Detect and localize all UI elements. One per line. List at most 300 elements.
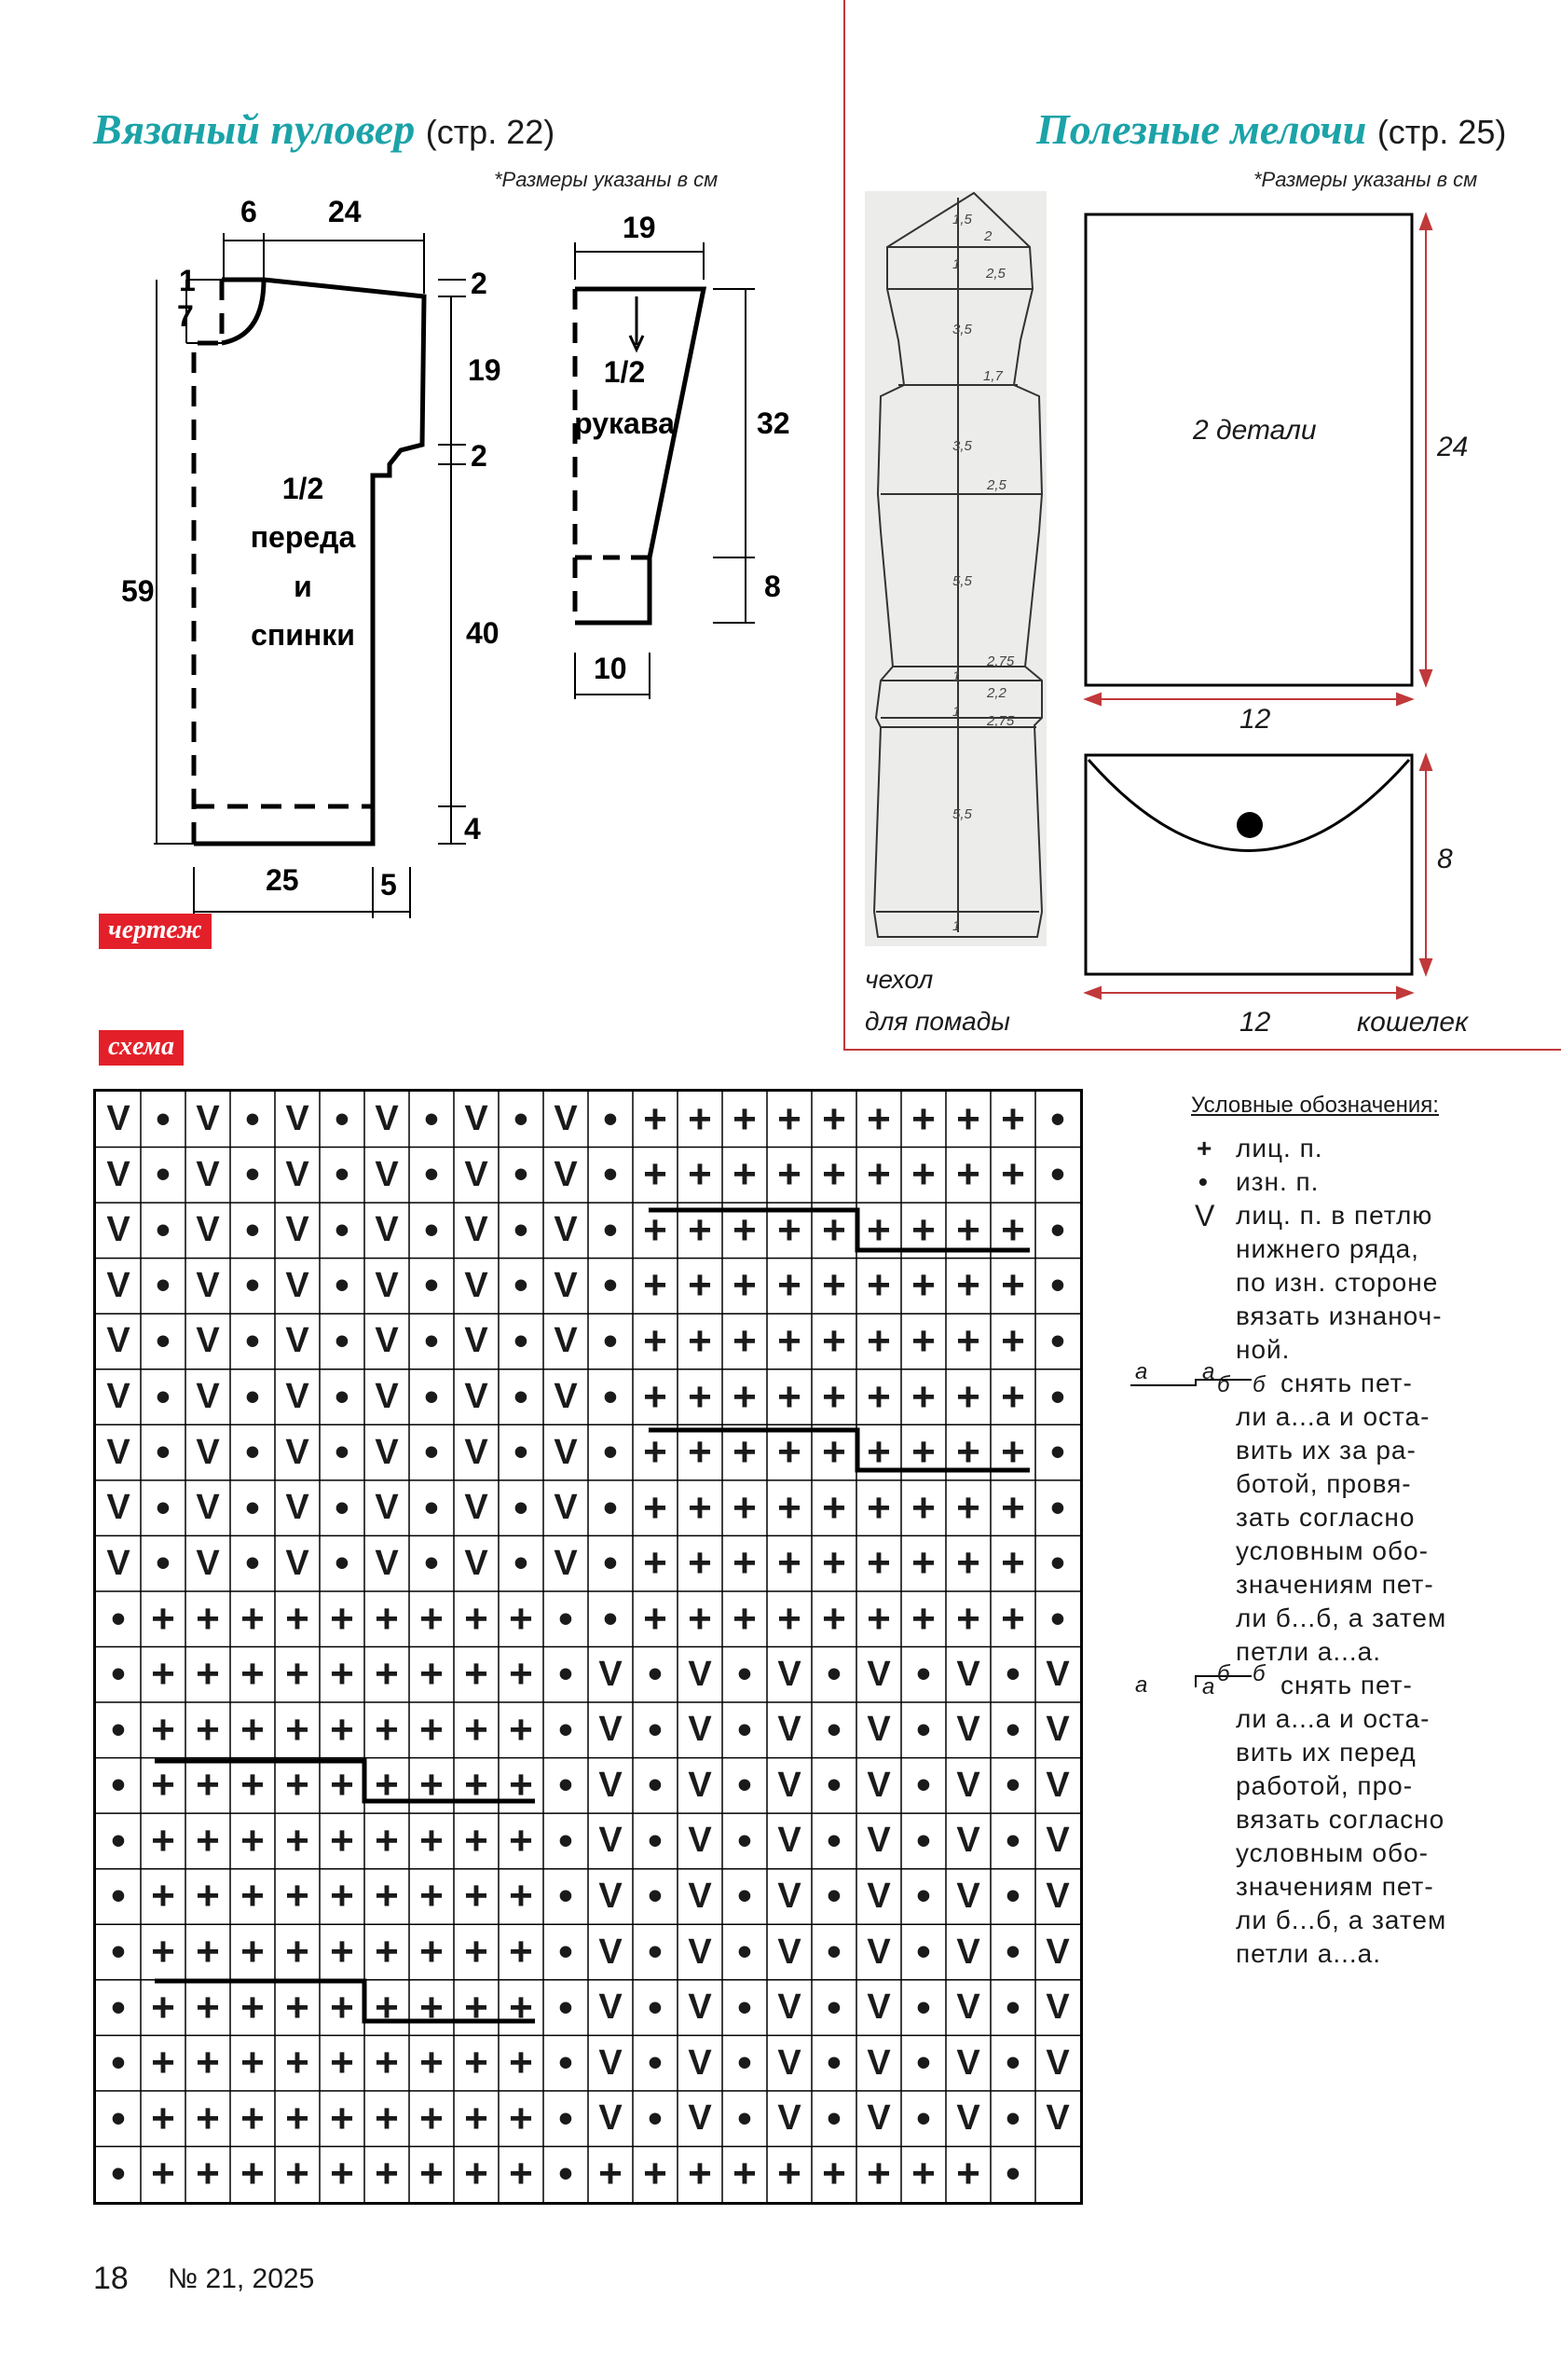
chart-cell-knit: + bbox=[688, 1484, 712, 1531]
sym-b: б bbox=[1217, 1372, 1231, 1397]
chart-cell-purl: • bbox=[111, 1651, 126, 1698]
chart-cell-knit: + bbox=[911, 1484, 936, 1531]
sym-a: а bbox=[1135, 1672, 1149, 1698]
chart-cell-purl: • bbox=[156, 1317, 171, 1364]
chart-cell-purl: • bbox=[603, 1317, 618, 1364]
chart-cell-knit: + bbox=[240, 1595, 265, 1642]
legend-slip: V лиц. п. в петлю нижнего ряда, по изн. стороне вязать изнаноч- ной. bbox=[1195, 1199, 1443, 1364]
chart-cell-purl: • bbox=[558, 1984, 573, 2030]
chart-cell-slip: V bbox=[375, 1154, 399, 1194]
dim-sleeve-rib: 8 bbox=[764, 570, 781, 603]
chart-cell-knit: + bbox=[822, 1429, 846, 1476]
chart-cell-knit: + bbox=[777, 1262, 801, 1309]
chart-cell-slip: V bbox=[464, 1154, 488, 1194]
chart-cell-knit: + bbox=[464, 2040, 488, 2086]
mark: 2,5 bbox=[986, 266, 1006, 282]
chart-cell-knit: + bbox=[643, 1595, 667, 1642]
chart-cell-slip: V bbox=[106, 1154, 130, 1194]
chart-cell-purl: • bbox=[1050, 1151, 1065, 1198]
chart-cell-knit: + bbox=[419, 1817, 444, 1864]
legend-cable-front bbox=[1135, 1661, 1527, 1971]
chart-cell-purl: • bbox=[513, 1262, 528, 1309]
chart-cell-knit: + bbox=[956, 1540, 980, 1587]
body-label-2: переда bbox=[250, 520, 356, 554]
chart-cell-slip: V bbox=[196, 1488, 220, 1528]
chart-cell-purl: • bbox=[335, 1262, 349, 1309]
chart-cell-knit: + bbox=[509, 1651, 533, 1698]
chart-cell-knit: + bbox=[375, 1651, 399, 1698]
chart-cell-slip: V bbox=[688, 2043, 712, 2083]
chart-cell-purl: • bbox=[1050, 1373, 1065, 1420]
chart-cell-knit: + bbox=[911, 1095, 936, 1142]
chart-cell-slip: V bbox=[867, 2043, 891, 2083]
chart-cell-purl: • bbox=[558, 1929, 573, 1975]
chart-cell-knit: + bbox=[822, 1151, 846, 1198]
chart-cell-slip: V bbox=[1046, 1932, 1070, 1972]
chart-cell-knit: + bbox=[196, 1651, 220, 1698]
chart-cell-knit: + bbox=[196, 2040, 220, 2086]
chart-cell-slip: V bbox=[598, 1821, 623, 1861]
chart-cell-purl: • bbox=[1006, 1929, 1020, 1975]
chart-cell-knit: + bbox=[509, 1706, 533, 1753]
chart-cell-knit: + bbox=[464, 1984, 488, 2030]
chart-cell-knit: + bbox=[151, 1929, 175, 1975]
chart-cell-slip: V bbox=[554, 1432, 578, 1472]
chart-cell-purl: • bbox=[245, 1095, 260, 1142]
chart-cell-purl: • bbox=[245, 1540, 260, 1587]
chart-cell-knit: + bbox=[464, 1762, 488, 1809]
chart-cell-slip: V bbox=[867, 2098, 891, 2139]
chart-cell-knit: + bbox=[643, 1429, 667, 1476]
chart-cell-purl: • bbox=[916, 2040, 931, 2086]
chart-cell-knit: + bbox=[867, 1373, 891, 1420]
chart-cell-knit: + bbox=[509, 1762, 533, 1809]
chart-cell-knit: + bbox=[911, 1595, 936, 1642]
chart-cell-knit: + bbox=[822, 1095, 846, 1142]
chart-cell-slip: V bbox=[285, 1432, 309, 1472]
chart-cell-knit: + bbox=[1001, 1484, 1025, 1531]
chart-cell-knit: + bbox=[151, 1984, 175, 2030]
chart-cell-slip: V bbox=[554, 1099, 578, 1139]
chart-cell-knit: + bbox=[956, 1262, 980, 1309]
chart-cell-slip: V bbox=[285, 1210, 309, 1250]
cable-front-text: снять пет- ли а...а и оста- вить их перед работой, про- вязать согласно условным обо- значениям пет- ли б...б, а затем петли а...а. bbox=[1236, 1671, 1447, 1968]
chart-cell-knit: + bbox=[867, 1262, 891, 1309]
chart-cell-knit: + bbox=[419, 1595, 444, 1642]
chart-cell-purl: • bbox=[156, 1540, 171, 1587]
chart-cell-slip: V bbox=[106, 1210, 130, 1250]
chart-cell-slip: V bbox=[554, 1265, 578, 1305]
body-label-3: и bbox=[294, 570, 312, 603]
chart-cell-knit: + bbox=[688, 1317, 712, 1364]
chart-cell-purl: • bbox=[558, 1873, 573, 1919]
chart-cell-purl: • bbox=[245, 1484, 260, 1531]
chart-cell-purl: • bbox=[648, 2040, 663, 2086]
chart-cell-knit: + bbox=[956, 1373, 980, 1420]
chart-cell-slip: V bbox=[777, 2098, 801, 2139]
chart-cell-purl: • bbox=[558, 1651, 573, 1698]
chart-cell-knit: + bbox=[733, 1206, 757, 1253]
cable-lines bbox=[93, 1089, 1083, 2205]
chart-cell-knit: + bbox=[1001, 1206, 1025, 1253]
chart-cell-purl: • bbox=[335, 1540, 349, 1587]
chart-cell-purl: • bbox=[111, 1762, 126, 1809]
chart-cell-knit: + bbox=[822, 1595, 846, 1642]
chart-cell-purl: • bbox=[916, 1929, 931, 1975]
chart-cell-purl: • bbox=[335, 1373, 349, 1420]
chart-cell-knit: + bbox=[643, 2151, 667, 2197]
mark: 2,75 bbox=[987, 653, 1015, 669]
chart-cell-slip: V bbox=[464, 1210, 488, 1250]
chart-cell-knit: + bbox=[733, 1595, 757, 1642]
chart-cell-purl: • bbox=[603, 1595, 618, 1642]
chart-cell-slip: V bbox=[375, 1099, 399, 1139]
chart-cell-slip: V bbox=[598, 1765, 623, 1805]
chart-cell-slip: V bbox=[598, 1876, 623, 1916]
chart-cell-knit: + bbox=[330, 1706, 354, 1753]
chart-cell-knit: + bbox=[464, 1595, 488, 1642]
chart-cell-slip: V bbox=[196, 1265, 220, 1305]
chart-cell-knit: + bbox=[688, 1151, 712, 1198]
chart-cell-purl: • bbox=[156, 1262, 171, 1309]
mark: 2,5 bbox=[987, 477, 1006, 493]
chart-cell-knit: + bbox=[911, 1151, 936, 1198]
legend-title: Условные обозначения: bbox=[1191, 1093, 1439, 1118]
purl-text: изн. п. bbox=[1236, 1167, 1320, 1196]
chart-cell-knit: + bbox=[822, 1262, 846, 1309]
chart-cell-purl: • bbox=[1006, 1651, 1020, 1698]
chart-cell-slip: V bbox=[1046, 1876, 1070, 1916]
chart-cell-knit: + bbox=[285, 2095, 309, 2141]
chart-cell-knit: + bbox=[240, 1762, 265, 1809]
chart-cell-knit: + bbox=[330, 1929, 354, 1975]
chart-cell-knit: + bbox=[1001, 1429, 1025, 1476]
mark: 1,7 bbox=[983, 368, 1003, 384]
chart-cell-purl: • bbox=[737, 1762, 752, 1809]
chart-cell-purl: • bbox=[513, 1151, 528, 1198]
chart-cell-slip: V bbox=[375, 1488, 399, 1528]
chart-cell-slip: V bbox=[688, 1932, 712, 1972]
chart-cell-purl: • bbox=[558, 2151, 573, 2197]
chart-cell-knit: + bbox=[643, 1484, 667, 1531]
chart-cell-purl: • bbox=[648, 1651, 663, 1698]
chart-cell-purl: • bbox=[603, 1206, 618, 1253]
chart-cell-slip: V bbox=[1046, 2098, 1070, 2139]
chart-cell-slip: V bbox=[598, 2098, 623, 2139]
chart-cell-purl: • bbox=[648, 1817, 663, 1864]
sym-b: б bbox=[1217, 1661, 1231, 1686]
chart-cell-slip: V bbox=[956, 2098, 980, 2139]
chart-cell-purl: • bbox=[111, 2151, 126, 2197]
chart-cell-knit: + bbox=[911, 1317, 936, 1364]
chart-cell-slip: V bbox=[777, 1932, 801, 1972]
chart-cell-knit: + bbox=[509, 1873, 533, 1919]
chart-cell-purl: • bbox=[737, 1873, 752, 1919]
chart-cell-knit: + bbox=[643, 1262, 667, 1309]
chart-cell-purl: • bbox=[245, 1429, 260, 1476]
chart-cell-purl: • bbox=[513, 1373, 528, 1420]
chart-cell-knit: + bbox=[240, 1984, 265, 2030]
dim-shoulder-drop: 2 bbox=[471, 267, 487, 300]
sleeve-label-1: 1/2 bbox=[603, 355, 646, 389]
chart-cell-knit: + bbox=[911, 1373, 936, 1420]
divider-horizontal bbox=[843, 1049, 1561, 1051]
chart-cell-purl: • bbox=[156, 1484, 171, 1531]
knit-text: лиц. п. bbox=[1236, 1134, 1323, 1162]
chart-cell-purl: • bbox=[335, 1206, 349, 1253]
divider-vertical bbox=[843, 0, 845, 1051]
chart-cell-knit: + bbox=[1001, 1317, 1025, 1364]
chart-cell-slip: V bbox=[285, 1321, 309, 1361]
dim-sleeve-bottom: 10 bbox=[594, 652, 627, 685]
chart-cell-knit: + bbox=[688, 2151, 712, 2197]
purse-caption: кошелек bbox=[1357, 1007, 1469, 1038]
chart-cell-slip: V bbox=[106, 1432, 130, 1472]
chart-cell-knit: + bbox=[196, 2151, 220, 2197]
chart-cell-purl: • bbox=[1050, 1595, 1065, 1642]
chart-cell-knit: + bbox=[151, 1595, 175, 1642]
chart-cell-knit: + bbox=[375, 1595, 399, 1642]
chart-cell-purl: • bbox=[827, 1817, 842, 1864]
chart-cell-purl: • bbox=[558, 2095, 573, 2141]
sleeve-label-2: рукава bbox=[574, 406, 675, 440]
purl-symbol: • bbox=[1198, 1167, 1209, 1196]
chart-cell-purl: • bbox=[737, 1929, 752, 1975]
chart-cell-knit: + bbox=[464, 1817, 488, 1864]
mark: 1 bbox=[952, 668, 961, 684]
chart-cell-slip: V bbox=[285, 1543, 309, 1583]
chart-cell-knit: + bbox=[867, 1151, 891, 1198]
chart-cell-knit: + bbox=[151, 2151, 175, 2197]
chart-cell-knit: + bbox=[285, 2040, 309, 2086]
chart-cell-knit: + bbox=[285, 1762, 309, 1809]
chart-cell-slip: V bbox=[554, 1154, 578, 1194]
chart-cell-purl: • bbox=[648, 1762, 663, 1809]
chart-cell-knit: + bbox=[822, 2151, 846, 2197]
chart-cell-knit: + bbox=[777, 1373, 801, 1420]
sym-a: а bbox=[1202, 1674, 1216, 1699]
chart-cell-purl: • bbox=[424, 1484, 439, 1531]
chart-cell-knit: + bbox=[777, 2151, 801, 2197]
chart-cell-purl: • bbox=[1006, 2040, 1020, 2086]
chart-cell-purl: • bbox=[648, 1929, 663, 1975]
chart-cell-purl: • bbox=[737, 1817, 752, 1864]
chart-cell-purl: • bbox=[916, 1651, 931, 1698]
chart-cell-knit: + bbox=[419, 1929, 444, 1975]
chart-cell-knit: + bbox=[867, 1095, 891, 1142]
chart-cell-slip: V bbox=[375, 1543, 399, 1583]
chart-cell-purl: • bbox=[1006, 2095, 1020, 2141]
chart-cell-knit: + bbox=[777, 1206, 801, 1253]
chart-cell-knit: + bbox=[375, 1762, 399, 1809]
chart-cell-knit: + bbox=[419, 1984, 444, 2030]
chart-cell-slip: V bbox=[777, 1765, 801, 1805]
purse-height-label: 8 bbox=[1437, 844, 1453, 874]
lipstick-case-marks bbox=[865, 191, 1047, 946]
chart-cell-knit: + bbox=[240, 2151, 265, 2197]
chart-cell-purl: • bbox=[1006, 1762, 1020, 1809]
chart-cell-slip: V bbox=[867, 1988, 891, 2028]
chart-cell-slip: V bbox=[688, 1765, 712, 1805]
chart-cell-knit: + bbox=[151, 2040, 175, 2086]
purse-button bbox=[1237, 812, 1263, 838]
chart-label: схема bbox=[99, 1030, 184, 1066]
chart-cell-knit: + bbox=[419, 1651, 444, 1698]
chart-cell-knit: + bbox=[867, 2151, 891, 2197]
chart-cell-knit: + bbox=[733, 1373, 757, 1420]
chart-cell-purl: • bbox=[424, 1206, 439, 1253]
chart-cell-purl: • bbox=[916, 2095, 931, 2141]
chart-cell-slip: V bbox=[464, 1543, 488, 1583]
chart-cell-knit: + bbox=[777, 1540, 801, 1587]
chart-cell-purl: • bbox=[335, 1317, 349, 1364]
chart-cell-knit: + bbox=[509, 1984, 533, 2030]
chart-cell-purl: • bbox=[648, 1984, 663, 2030]
dim-bottom-step: 5 bbox=[380, 868, 397, 901]
chart-cell-purl: • bbox=[111, 2040, 126, 2086]
chart-cell-knit: + bbox=[911, 1262, 936, 1309]
chart-cell-purl: • bbox=[1006, 1984, 1020, 2030]
chart-cell-knit: + bbox=[956, 1595, 980, 1642]
chart-cell-knit: + bbox=[1001, 1262, 1025, 1309]
chart-cell-slip: V bbox=[956, 1710, 980, 1750]
chart-cell-purl: • bbox=[245, 1151, 260, 1198]
chart-cell-slip: V bbox=[196, 1543, 220, 1583]
legend-cable-back bbox=[1135, 1359, 1527, 1669]
chart-cell-knit: + bbox=[330, 1817, 354, 1864]
chart-cell-knit: + bbox=[196, 2095, 220, 2141]
chart-cell-purl: • bbox=[1006, 2151, 1020, 2197]
chart-cell-slip: V bbox=[554, 1210, 578, 1250]
accessories-title: Полезные мелочи (стр. 25) bbox=[1036, 105, 1507, 153]
chart-cell-knit: + bbox=[419, 2040, 444, 2086]
chart-cell-knit: + bbox=[956, 1317, 980, 1364]
chart-cell-slip: V bbox=[688, 1876, 712, 1916]
chart-cell-slip: V bbox=[375, 1321, 399, 1361]
chart-cell-purl: • bbox=[737, 1651, 752, 1698]
chart-cell-purl: • bbox=[424, 1151, 439, 1198]
chart-cell-slip: V bbox=[554, 1488, 578, 1528]
chart-cell-purl: • bbox=[827, 2095, 842, 2141]
dim-sleeve-top: 19 bbox=[623, 211, 656, 244]
chart-cell-slip: V bbox=[1046, 1765, 1070, 1805]
chart-cell-knit: + bbox=[956, 1151, 980, 1198]
chart-cell-purl: • bbox=[827, 1706, 842, 1753]
legend-knit bbox=[1135, 1132, 1527, 1165]
chart-cell-slip: V bbox=[777, 1821, 801, 1861]
chart-cell-slip: V bbox=[106, 1377, 130, 1417]
dim-rib: 4 bbox=[464, 812, 481, 846]
chart-cell-knit: + bbox=[643, 1317, 667, 1364]
chart-cell-knit: + bbox=[330, 1873, 354, 1919]
chart-cell-purl: • bbox=[335, 1484, 349, 1531]
chart-cell-slip: V bbox=[598, 2043, 623, 2083]
chart-cell-purl: • bbox=[558, 1706, 573, 1753]
chart-cell-slip: V bbox=[956, 1654, 980, 1694]
chart-cell-purl: • bbox=[558, 1762, 573, 1809]
chart-cell-knit: + bbox=[688, 1540, 712, 1587]
chart-cell-knit: + bbox=[733, 1151, 757, 1198]
sym-a: а bbox=[1202, 1359, 1216, 1384]
chart-cell-knit: + bbox=[375, 2151, 399, 2197]
chart-cell-purl: • bbox=[424, 1373, 439, 1420]
dim-step: 2 bbox=[471, 439, 487, 473]
chart-cell-knit: + bbox=[151, 1873, 175, 1919]
chart-cell-knit: + bbox=[956, 1095, 980, 1142]
chart-cell-knit: + bbox=[375, 1929, 399, 1975]
chart-cell-knit: + bbox=[240, 1817, 265, 1864]
chart-cell-purl: • bbox=[513, 1429, 528, 1476]
chart-cell-knit: + bbox=[733, 1484, 757, 1531]
issue-number: № 21, 2025 bbox=[168, 2263, 315, 2294]
chart-cell-slip: V bbox=[196, 1432, 220, 1472]
chart-cell-slip: V bbox=[375, 1432, 399, 1472]
chart-cell-purl: • bbox=[424, 1429, 439, 1476]
purse-body bbox=[1086, 755, 1412, 974]
chart-cell-knit: + bbox=[151, 1817, 175, 1864]
chart-cell-purl: • bbox=[111, 2095, 126, 2141]
chart-cell-knit: + bbox=[598, 2151, 623, 2197]
chart-cell-knit: + bbox=[956, 1206, 980, 1253]
dim-neck-depth-1: 1 bbox=[179, 264, 196, 297]
sym-a: а bbox=[1135, 1359, 1149, 1384]
chart-cell-knit: + bbox=[777, 1151, 801, 1198]
chart-cell-purl: • bbox=[827, 1984, 842, 2030]
chart-cell-purl: • bbox=[827, 1651, 842, 1698]
chart-cell-knit: + bbox=[375, 1873, 399, 1919]
chart-cell-purl: • bbox=[603, 1484, 618, 1531]
chart-cell-knit: + bbox=[419, 1706, 444, 1753]
chart-cell-slip: V bbox=[196, 1321, 220, 1361]
dim-shoulder-width: 24 bbox=[328, 195, 362, 228]
chart-cell-knit: + bbox=[330, 1595, 354, 1642]
chart-cell-knit: + bbox=[375, 1984, 399, 2030]
chart-cell-knit: + bbox=[509, 1595, 533, 1642]
chart-cell-slip: V bbox=[464, 1377, 488, 1417]
chart-cell-knit: + bbox=[375, 2095, 399, 2141]
chart-cell-purl: • bbox=[603, 1151, 618, 1198]
chart-cell-slip: V bbox=[196, 1099, 220, 1139]
chart-cell-purl: • bbox=[335, 1095, 349, 1142]
chart-cell-slip: V bbox=[688, 1654, 712, 1694]
chart-cell-slip: V bbox=[554, 1543, 578, 1583]
chart-cell-slip: V bbox=[1046, 2043, 1070, 2083]
chart-cell-knit: + bbox=[285, 1651, 309, 1698]
chart-cell-knit: + bbox=[509, 2151, 533, 2197]
chart-cell-slip: V bbox=[598, 1988, 623, 2028]
chart-cell-purl: • bbox=[827, 1762, 842, 1809]
chart-cell-slip: V bbox=[777, 1988, 801, 2028]
chart-cell-purl: • bbox=[156, 1206, 171, 1253]
chart-cell-slip: V bbox=[375, 1210, 399, 1250]
chart-cell-knit: + bbox=[285, 1595, 309, 1642]
chart-cell-purl: • bbox=[1050, 1429, 1065, 1476]
chart-cell-knit: + bbox=[240, 2040, 265, 2086]
chart-cell-knit: + bbox=[196, 1595, 220, 1642]
chart-cell-purl: • bbox=[245, 1317, 260, 1364]
chart-cell-knit: + bbox=[419, 2095, 444, 2141]
chart-cell-purl: • bbox=[424, 1262, 439, 1309]
lipstick-case-caption-1: чехол bbox=[865, 965, 934, 994]
chart-cell-knit: + bbox=[956, 2151, 980, 2197]
chart-cell-purl: • bbox=[916, 1706, 931, 1753]
chart-cell-knit: + bbox=[643, 1095, 667, 1142]
chart-cell-slip: V bbox=[867, 1876, 891, 1916]
chart-cell-slip: V bbox=[956, 1876, 980, 1916]
chart-cell-purl: • bbox=[156, 1429, 171, 1476]
mark: 5,5 bbox=[952, 806, 972, 822]
chart-cell-knit: + bbox=[643, 1206, 667, 1253]
